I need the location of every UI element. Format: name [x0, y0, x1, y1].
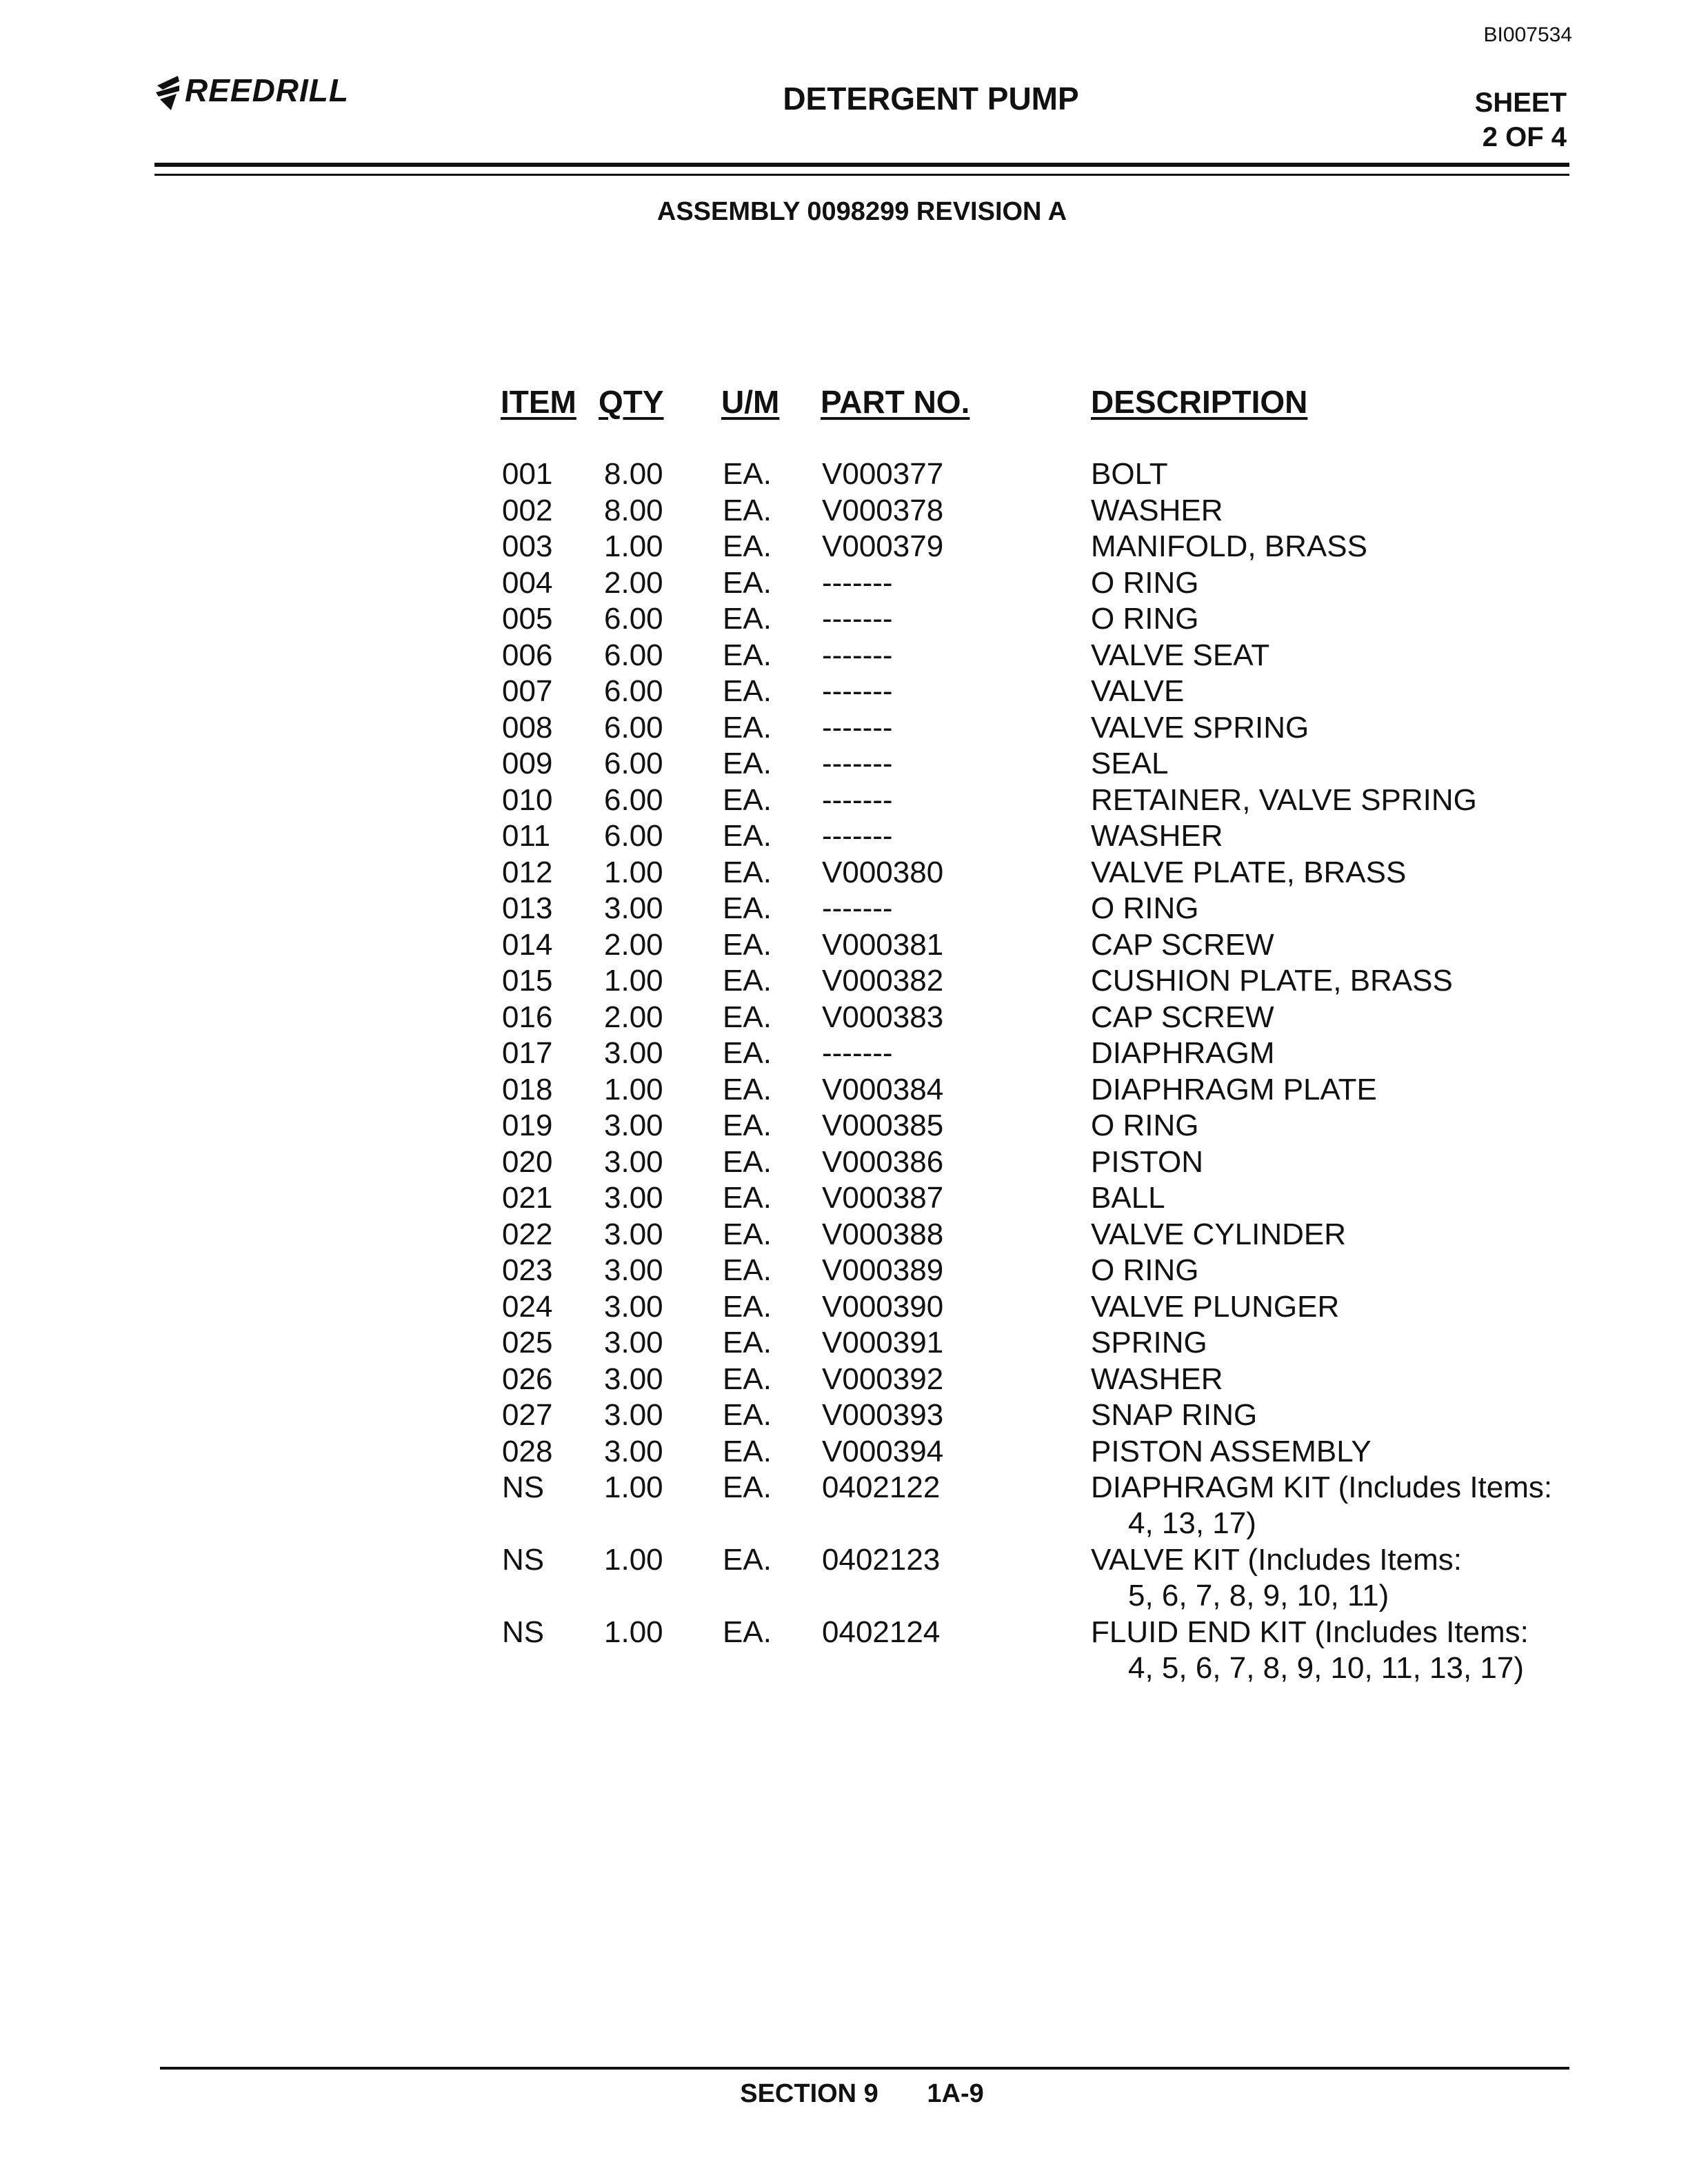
cell-part-no: V000387	[822, 1181, 944, 1215]
cell-part-no: V000392	[822, 1362, 944, 1396]
cell-item: 018	[502, 1072, 553, 1106]
cell-description: VALVE SEAT	[1091, 638, 1270, 672]
cell-part-no: V000380	[822, 855, 944, 889]
cell-item: 004	[502, 565, 553, 600]
cell-description: VALVE PLUNGER	[1091, 1289, 1340, 1324]
cell-item: NS	[502, 1470, 545, 1504]
cell-description: CAP SCREW	[1091, 927, 1274, 962]
sheet-indicator	[1407, 85, 1567, 154]
cell-qty: 2.00	[604, 1000, 663, 1034]
cell-part-no: -------	[822, 710, 893, 745]
cell-qty: 6.00	[604, 782, 663, 817]
table-row	[0, 1072, 1688, 1109]
cell-um: EA.	[723, 1109, 772, 1142]
cell-item: 011	[502, 819, 551, 853]
cell-item: 022	[502, 1217, 553, 1251]
cell-part-no: V000384	[822, 1072, 944, 1106]
cell-qty: 1.00	[604, 964, 663, 998]
cell-um: EA.	[723, 747, 772, 780]
cell-um: EA.	[723, 1072, 772, 1106]
cell-description: BOLT	[1091, 457, 1168, 491]
cell-item: 010	[502, 782, 553, 817]
cell-item: 006	[502, 638, 553, 672]
brand-name: REEDRILL	[185, 72, 349, 108]
cell-item: 019	[502, 1109, 553, 1142]
cell-um: EA.	[723, 1326, 772, 1359]
column-part-no: PART NO.	[821, 384, 970, 420]
cell-um: EA.	[723, 1181, 772, 1215]
cell-item: 017	[502, 1036, 553, 1070]
brand-logo	[154, 69, 349, 112]
cell-um: EA.	[723, 638, 772, 672]
cell-qty: 3.00	[604, 1289, 663, 1324]
cell-item: 012	[502, 855, 553, 889]
document-title: DETERGENT PUMP	[783, 81, 1079, 117]
cell-item: 016	[502, 1000, 553, 1034]
table-row	[0, 1000, 1688, 1036]
cell-part-no: -------	[822, 565, 893, 600]
cell-part-no: V000388	[822, 1217, 944, 1251]
cell-part-no: V000386	[822, 1144, 944, 1179]
cell-um: EA.	[723, 1470, 772, 1504]
table-row	[0, 456, 1688, 493]
table-row	[0, 782, 1688, 819]
cell-um: EA.	[723, 782, 772, 817]
table-row	[0, 1144, 1688, 1181]
table-row	[0, 1289, 1688, 1326]
cell-um: EA.	[723, 602, 772, 636]
cell-description: RETAINER, VALVE SPRING	[1091, 782, 1477, 817]
cell-um: EA.	[723, 1289, 772, 1324]
cell-item: 023	[502, 1253, 553, 1287]
cell-qty: 6.00	[604, 747, 663, 780]
cell-qty: 1.00	[604, 855, 663, 889]
cell-item: 009	[502, 747, 553, 780]
cell-part-no: V000394	[822, 1434, 944, 1468]
cell-description: VALVE SPRING	[1091, 710, 1309, 745]
table-row	[0, 963, 1688, 1000]
cell-qty: 6.00	[604, 710, 663, 745]
cell-um: EA.	[723, 927, 772, 962]
cell-part-no: V000389	[822, 1253, 944, 1287]
cell-item: 028	[502, 1434, 553, 1468]
cell-item: 002	[502, 493, 553, 527]
cell-part-no: V000391	[822, 1326, 944, 1359]
cell-part-no: 0402123	[822, 1543, 941, 1577]
cell-qty: 3.00	[604, 1434, 663, 1468]
table-row	[0, 1180, 1688, 1217]
table-row	[0, 746, 1688, 782]
document-id: BI007534	[1483, 23, 1572, 46]
sheet-label: SHEET	[1474, 88, 1567, 118]
cell-part-no: V000381	[822, 927, 944, 962]
cell-qty: 1.00	[604, 1470, 663, 1504]
cell-um: EA.	[723, 964, 772, 998]
table-row	[0, 638, 1688, 674]
table-row	[0, 1542, 1688, 1615]
table-row	[0, 1253, 1688, 1289]
cell-part-no: 0402122	[822, 1470, 941, 1504]
cell-qty: 6.00	[604, 638, 663, 672]
cell-item: 020	[502, 1144, 553, 1179]
cell-um: EA.	[723, 1543, 772, 1577]
cell-part-no: -------	[822, 638, 893, 672]
cell-qty: 6.00	[604, 674, 663, 708]
cell-qty: 6.00	[604, 819, 663, 853]
cell-part-no: -------	[822, 1036, 893, 1070]
cell-description: CAP SCREW	[1091, 1000, 1274, 1034]
cell-description-continued: 4, 13, 17)	[1128, 1506, 1256, 1540]
cell-description: PISTON	[1091, 1144, 1204, 1179]
column-qty: QTY	[599, 384, 664, 420]
cell-item: NS	[502, 1615, 545, 1649]
cell-qty: 8.00	[604, 457, 663, 491]
cell-um: EA.	[723, 493, 772, 527]
cell-qty: 8.00	[604, 493, 663, 527]
cell-um: EA.	[723, 1615, 772, 1649]
cell-qty: 1.00	[604, 1543, 663, 1577]
cell-description: VALVE PLATE, BRASS	[1091, 855, 1407, 889]
cell-description: WASHER	[1091, 493, 1223, 527]
footer-section: SECTION 9	[740, 2079, 878, 2108]
reedrill-logo-icon	[154, 69, 182, 112]
cell-qty: 3.00	[604, 1109, 663, 1142]
cell-part-no: -------	[822, 782, 893, 817]
column-um: U/M	[721, 384, 780, 420]
table-row	[0, 529, 1688, 565]
table-row	[0, 1217, 1688, 1253]
cell-um: EA.	[723, 1036, 772, 1070]
table-row	[0, 601, 1688, 638]
cell-description: BALL	[1091, 1181, 1165, 1215]
column-description: DESCRIPTION	[1091, 384, 1308, 420]
cell-item: 003	[502, 529, 553, 563]
table-row	[0, 674, 1688, 710]
cell-item: 005	[502, 602, 553, 636]
cell-qty: 3.00	[604, 1217, 663, 1251]
cell-part-no: V000383	[822, 1000, 944, 1034]
cell-qty: 3.00	[604, 1253, 663, 1287]
table-row	[0, 1108, 1688, 1144]
cell-um: EA.	[723, 457, 772, 491]
cell-um: EA.	[723, 529, 772, 563]
cell-description: O RING	[1091, 565, 1199, 600]
table-row	[0, 493, 1688, 529]
cell-description: MANIFOLD, BRASS	[1091, 529, 1367, 563]
footer-rule	[160, 2067, 1569, 2070]
cell-um: EA.	[723, 674, 772, 708]
cell-qty: 1.00	[604, 1072, 663, 1106]
cell-um: EA.	[723, 1362, 772, 1396]
cell-item: 014	[502, 927, 553, 962]
page-footer	[621, 2079, 1103, 2109]
cell-qty: 3.00	[604, 1036, 663, 1070]
cell-part-no: -------	[822, 747, 893, 780]
cell-qty: 3.00	[604, 891, 663, 925]
cell-description: SNAP RING	[1091, 1398, 1258, 1432]
cell-qty: 6.00	[604, 602, 663, 636]
cell-part-no: V000378	[822, 493, 944, 527]
cell-description: DIAPHRAGM KIT (Includes Items:	[1091, 1470, 1553, 1504]
cell-um: EA.	[723, 565, 772, 600]
cell-qty: 2.00	[604, 927, 663, 962]
header-rule-thin	[154, 174, 1569, 176]
cell-description: FLUID END KIT (Includes Items:	[1091, 1615, 1529, 1649]
header-rule	[154, 163, 1569, 167]
cell-description-continued: 5, 6, 7, 8, 9, 10, 11)	[1128, 1579, 1389, 1612]
cell-item: 008	[502, 710, 553, 745]
cell-qty: 3.00	[604, 1181, 663, 1215]
cell-description: VALVE KIT (Includes Items:	[1091, 1543, 1462, 1577]
cell-item: 025	[502, 1326, 553, 1359]
sheet-number: 2 OF 4	[1482, 122, 1567, 152]
cell-part-no: -------	[822, 602, 893, 636]
cell-qty: 1.00	[604, 1615, 663, 1649]
cell-description: WASHER	[1091, 1362, 1223, 1396]
cell-description: O RING	[1091, 1253, 1199, 1287]
table-row	[0, 1035, 1688, 1072]
cell-description: WASHER	[1091, 819, 1223, 853]
column-item: ITEM	[501, 384, 576, 420]
cell-um: EA.	[723, 1434, 772, 1468]
cell-part-no: 0402124	[822, 1615, 941, 1649]
cell-qty: 3.00	[604, 1144, 663, 1179]
cell-um: EA.	[723, 819, 772, 853]
cell-description: SPRING	[1091, 1326, 1207, 1359]
table-row	[0, 1325, 1688, 1362]
cell-um: EA.	[723, 1000, 772, 1034]
cell-description-continued: 4, 5, 6, 7, 8, 9, 10, 11, 13, 17)	[1128, 1651, 1525, 1685]
table-row	[0, 818, 1688, 855]
table-row	[0, 1615, 1688, 1687]
cell-item: 027	[502, 1398, 553, 1432]
cell-part-no: V000390	[822, 1289, 944, 1324]
cell-description: PISTON ASSEMBLY	[1091, 1434, 1372, 1468]
cell-part-no: -------	[822, 891, 893, 925]
cell-description: DIAPHRAGM PLATE	[1091, 1072, 1377, 1106]
cell-qty: 3.00	[604, 1362, 663, 1396]
assembly-heading: ASSEMBLY 0098299 REVISION A	[656, 197, 1067, 226]
cell-description: SEAL	[1091, 747, 1169, 780]
cell-part-no: V000393	[822, 1398, 944, 1432]
cell-item: NS	[502, 1543, 545, 1577]
parts-table-body	[0, 456, 1688, 1687]
table-row	[0, 710, 1688, 747]
cell-description: O RING	[1091, 891, 1199, 925]
cell-item: 021	[502, 1181, 553, 1215]
cell-item: 007	[502, 674, 553, 708]
cell-part-no: -------	[822, 674, 893, 708]
cell-item: 001	[502, 457, 553, 491]
cell-item: 015	[502, 964, 553, 998]
cell-description: DIAPHRAGM	[1091, 1036, 1275, 1070]
cell-part-no: V000377	[822, 457, 944, 491]
cell-um: EA.	[723, 1398, 772, 1432]
cell-description: O RING	[1091, 602, 1199, 636]
table-row	[0, 855, 1688, 891]
cell-part-no: -------	[822, 819, 893, 853]
cell-description: O RING	[1091, 1109, 1199, 1142]
table-row	[0, 1362, 1688, 1398]
cell-item: 013	[502, 891, 553, 925]
cell-item: 024	[502, 1289, 553, 1324]
footer-page-number: 1A-9	[927, 2079, 984, 2108]
cell-part-no: V000379	[822, 529, 944, 563]
table-row	[0, 1434, 1688, 1470]
cell-um: EA.	[723, 1217, 772, 1251]
cell-description: VALVE CYLINDER	[1091, 1217, 1347, 1251]
cell-um: EA.	[723, 1144, 772, 1179]
cell-um: EA.	[723, 855, 772, 889]
cell-um: EA.	[723, 1253, 772, 1287]
cell-qty: 1.00	[604, 529, 663, 563]
cell-qty: 2.00	[604, 565, 663, 600]
cell-qty: 3.00	[604, 1326, 663, 1359]
cell-qty: 3.00	[604, 1398, 663, 1432]
table-row	[0, 891, 1688, 927]
cell-um: EA.	[723, 891, 772, 925]
cell-part-no: V000385	[822, 1109, 944, 1142]
parts-table-header	[0, 383, 1688, 425]
cell-description: VALVE	[1091, 674, 1185, 708]
table-row	[0, 1470, 1688, 1542]
table-row	[0, 927, 1688, 964]
cell-part-no: V000382	[822, 964, 944, 998]
cell-um: EA.	[723, 710, 772, 745]
table-row	[0, 565, 1688, 602]
cell-description: CUSHION PLATE, BRASS	[1091, 964, 1453, 998]
cell-item: 026	[502, 1362, 553, 1396]
table-row	[0, 1397, 1688, 1434]
